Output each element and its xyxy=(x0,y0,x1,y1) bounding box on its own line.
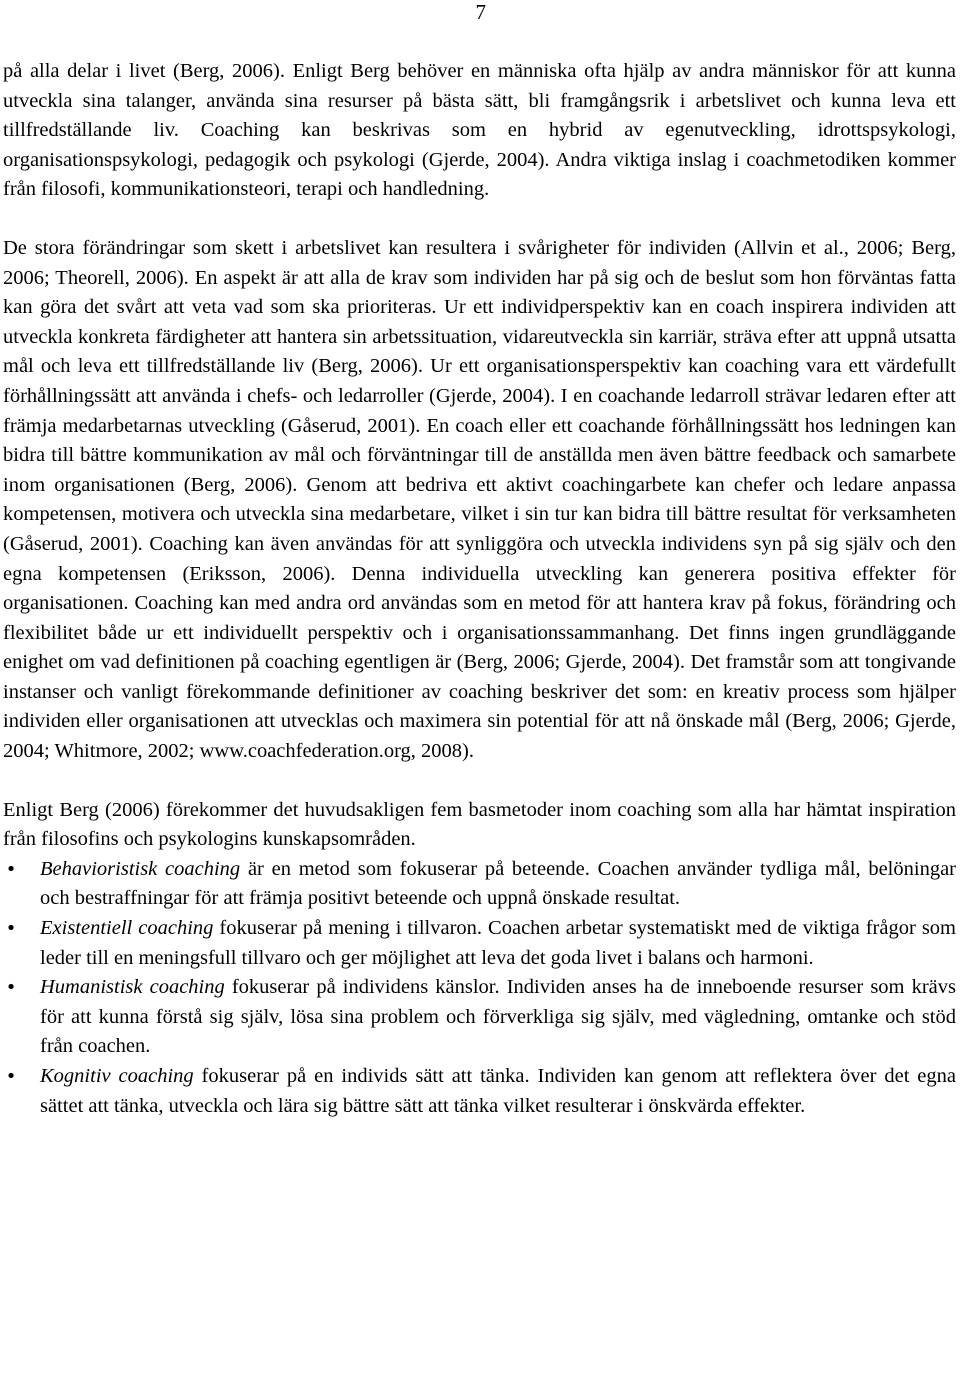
list-item-text: fokuserar på en individs sätt att tänka. Individen kan genom att reflektera över det egna sättet att tänka, utveckla och lära sig bättre sätt att tänka vilket resulterar i önskvärda effekter. xyxy=(40,1065,956,1117)
document-body xyxy=(3,57,956,1121)
coaching-methods-list xyxy=(3,855,956,1121)
bullet-icon: • xyxy=(5,858,17,880)
list-item-text: fokuserar på mening i tillvaron. Coachen arbetar systematiskt med de viktiga frågor som leder till en meningsfull tillvaro och ger möjlighet att leva det goda livet i balans och harmoni. xyxy=(40,917,956,969)
bullet-icon: • xyxy=(5,977,17,999)
list-item-term: Kognitiv coaching xyxy=(40,1065,194,1087)
list-item xyxy=(3,914,956,973)
list-item-text: är en metod som fokuserar på beteende. Coachen använder tydliga mål, belöningar och bestraffningar för att främja positivt beteende och uppnå önskade resultat. xyxy=(40,857,956,910)
bullet-icon: • xyxy=(5,1066,17,1087)
list-item-text: fokuserar på individens känslor. Individen anses ha de inneboende resurser som krävs för att kunna förstå sig själv, lösa sina problem och förverkliga sig själv, med vägledning, omtanke och stöd från coachen. xyxy=(40,976,956,1058)
list-item xyxy=(3,855,956,914)
bullet-icon: • xyxy=(5,918,17,940)
page-number: 7 xyxy=(475,0,486,24)
paragraph-2: De stora förändringar som skett i arbetslivet kan resultera i svårigheter för individen (Allvin et al., 2006; Berg, 2006; Theorell, 2006). En aspekt är att alla de krav som individen har på sig och de beslut som hon förväntas fatta kan göra det svårt att veta vad som ska prioriteras. Ur ett individperspektiv kan en coach inspirera individen att utveckla konkreta färdigheter att hantera sin arbetssituation, vidareutveckla sin karriär, sträva efter att uppnå utsatta mål och leva ett tillfredställande liv (Berg, 2006). Ur ett organisationsperspektiv kan coaching vara ett värdefullt förhållningssätt att använda i chefs- och ledarroller (Gjerde, 2004). I en coachande ledarroll strävar ledaren efter att främja medarbetarnas utveckling (Gåserud, 2001). En coach eller ett coachande förhållningssätt hos ledningen kan bidra till bättre kommunikation av mål och förväntningar till de anställda men även bättre feedback och samarbete inom organisationen (Berg, 2006). Genom att bedriva ett aktivt coachingarbete kan chefer och ledare anpassa kompetensen, motivera och utveckla sina medarbetare, vilket i sin tur kan bidra till bättre resultat för verksamheten (Gåserud, 2001). Coaching kan även användas för att synliggöra och utveckla individens syn på sig själv och den egna kompetensen (Eriksson, 2006). Denna individuella utveckling kan generera positiva effekter för organisationen. Coaching kan med andra ord användas som en metod för att hantera krav på fokus, förändring och flexibilitet både ur ett individuellt perspektiv och i organisationssammanhang. Det finns ingen grundläggande enighet om vad definitionen på coaching egentligen är (Berg, 2006; Gjerde, 2004). Det framstår som att tongivande instanser och vanligt förekommande definitioner av coaching beskriver det som: en kreativ process som hjälper individen eller organisationen att utvecklas och maximera sin potential för att nå önskade mål (Berg, 2006; Gjerde, 2004; Whitmore, 2002; www.coachfederation.org, 2008). xyxy=(3,236,956,763)
list-item-term: Humanistisk coaching xyxy=(40,976,225,999)
paragraph-3: Enligt Berg (2006) förekommer det huvudsakligen fem basmetoder inom coaching som alla har hämtat inspiration från filosofins och psykologins kunskapsområden. xyxy=(3,798,956,851)
list-item xyxy=(3,1062,956,1121)
paragraph-1: på alla delar i livet (Berg, 2006). Enligt Berg behöver en människa ofta hjälp av andra människor för att kunna utveckla sina talanger, använda sina resurser på bästa sätt, bli framgångsrik i arbetslivet och kunna leva ett tillfredställande liv. Coaching kan beskrivas som en hybrid av egenutveckling, idrottspsykologi, organisationspsykologi, pedagogik och psykologi (Gjerde, 2004). Andra viktiga inslag i coachmetodiken kommer från filosofi, kommunikationsteori, terapi och handledning. xyxy=(3,60,956,201)
list-item-term: Existentiell coaching xyxy=(40,917,214,940)
list-item xyxy=(3,973,956,1062)
list-item-term: Behavioristisk coaching xyxy=(40,857,241,880)
